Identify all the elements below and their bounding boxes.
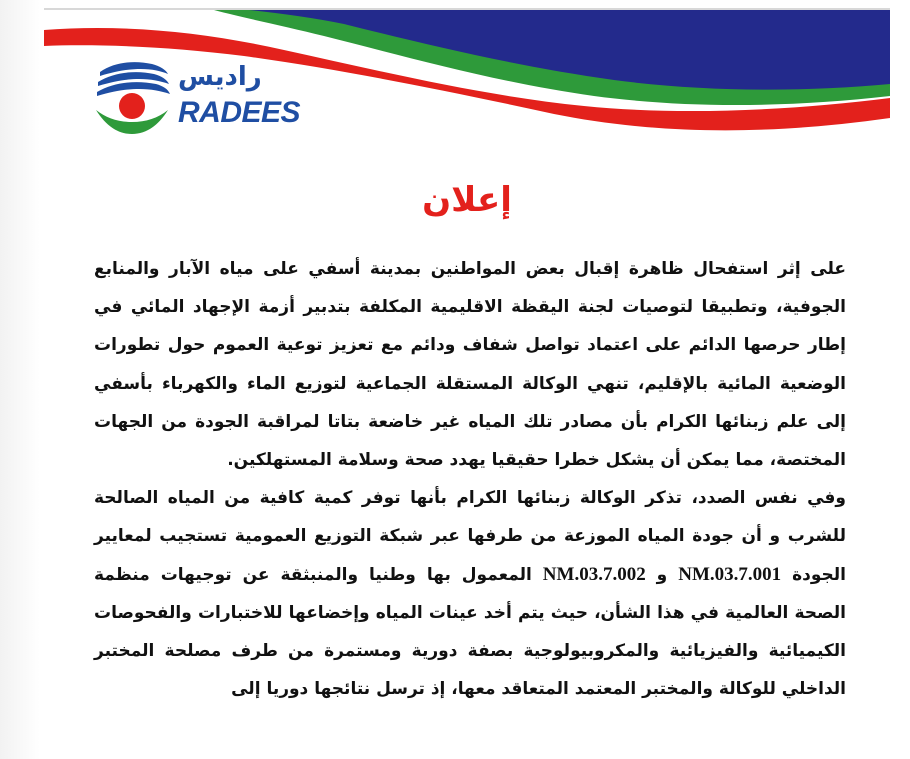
paragraph-2 [94,479,846,708]
logo-arabic-name: راديس [178,62,262,92]
standard-code-2: NM.03.7.002 [542,563,646,585]
logo-latin-name: RADEES [178,96,301,129]
paragraph-1: على إثر استفحال ظاهرة إقبال بعض المواطنين بمدينة أسفي على مياه الآبار والمنابع الجوفية، وتطبيقا لتوصيات لجنة اليقظة الاقليمية المكلفة بتدبير أزمة الإجهاد المائي في إطار حرصها الدائم على اعتماد تواصل شفاف ودائم مع تعزيز توعية العموم حول تطورات الوضعية المائية بالإقليم، تنهي الوكالة المستقلة الجماعية لتوزيع الماء والكهرباء بأسفي إلى علم زبنائها الكرام بأن مصادر تلك المياه غير خاضعة بتاتا لمراقبة الجودة من الجهات المختصة، مما يمكن أن يشكل خطرا حقيقيا يهدد صحة وسلامة المستهلكين. [94,259,846,471]
page-background [0,0,40,759]
paragraph-2-intro: وفي نفس الصدد، تذكر الوكالة زبنائها الكرام بأنها توفر كمية كافية من المياه الصالحة للشرب و أن جودة المياه الموزعة من طرفها عبر شبكة التوزيع العمومية تستجيب لمعايير الجودة [94,488,846,585]
standard-connector: و [645,564,679,585]
paragraph-2-rest: المعمول بها وطنيا والمنبثقة عن توجيهات منظمة الصحة العالمية في هذا الشأن، حيث يتم أخد عينات المياه وإخضاعها للاختبارات والفحوصات الكيميائية والفيزيائية والمكروبيولوجية بصفة دورية ومستمرة من طرف مصلحة المختبر الداخلي للوكالة والمختبر المعتمد المتعاقد معها، إذ ترسل نتائجها دوريا إلى [94,564,846,700]
radees-logo-mark [92,52,172,140]
standard-code-1: NM.03.7.001 [678,563,782,585]
announcement-body [94,250,846,708]
announcement-document [44,8,890,759]
announcement-title: إعلان [422,180,512,220]
radees-logo [92,52,301,142]
